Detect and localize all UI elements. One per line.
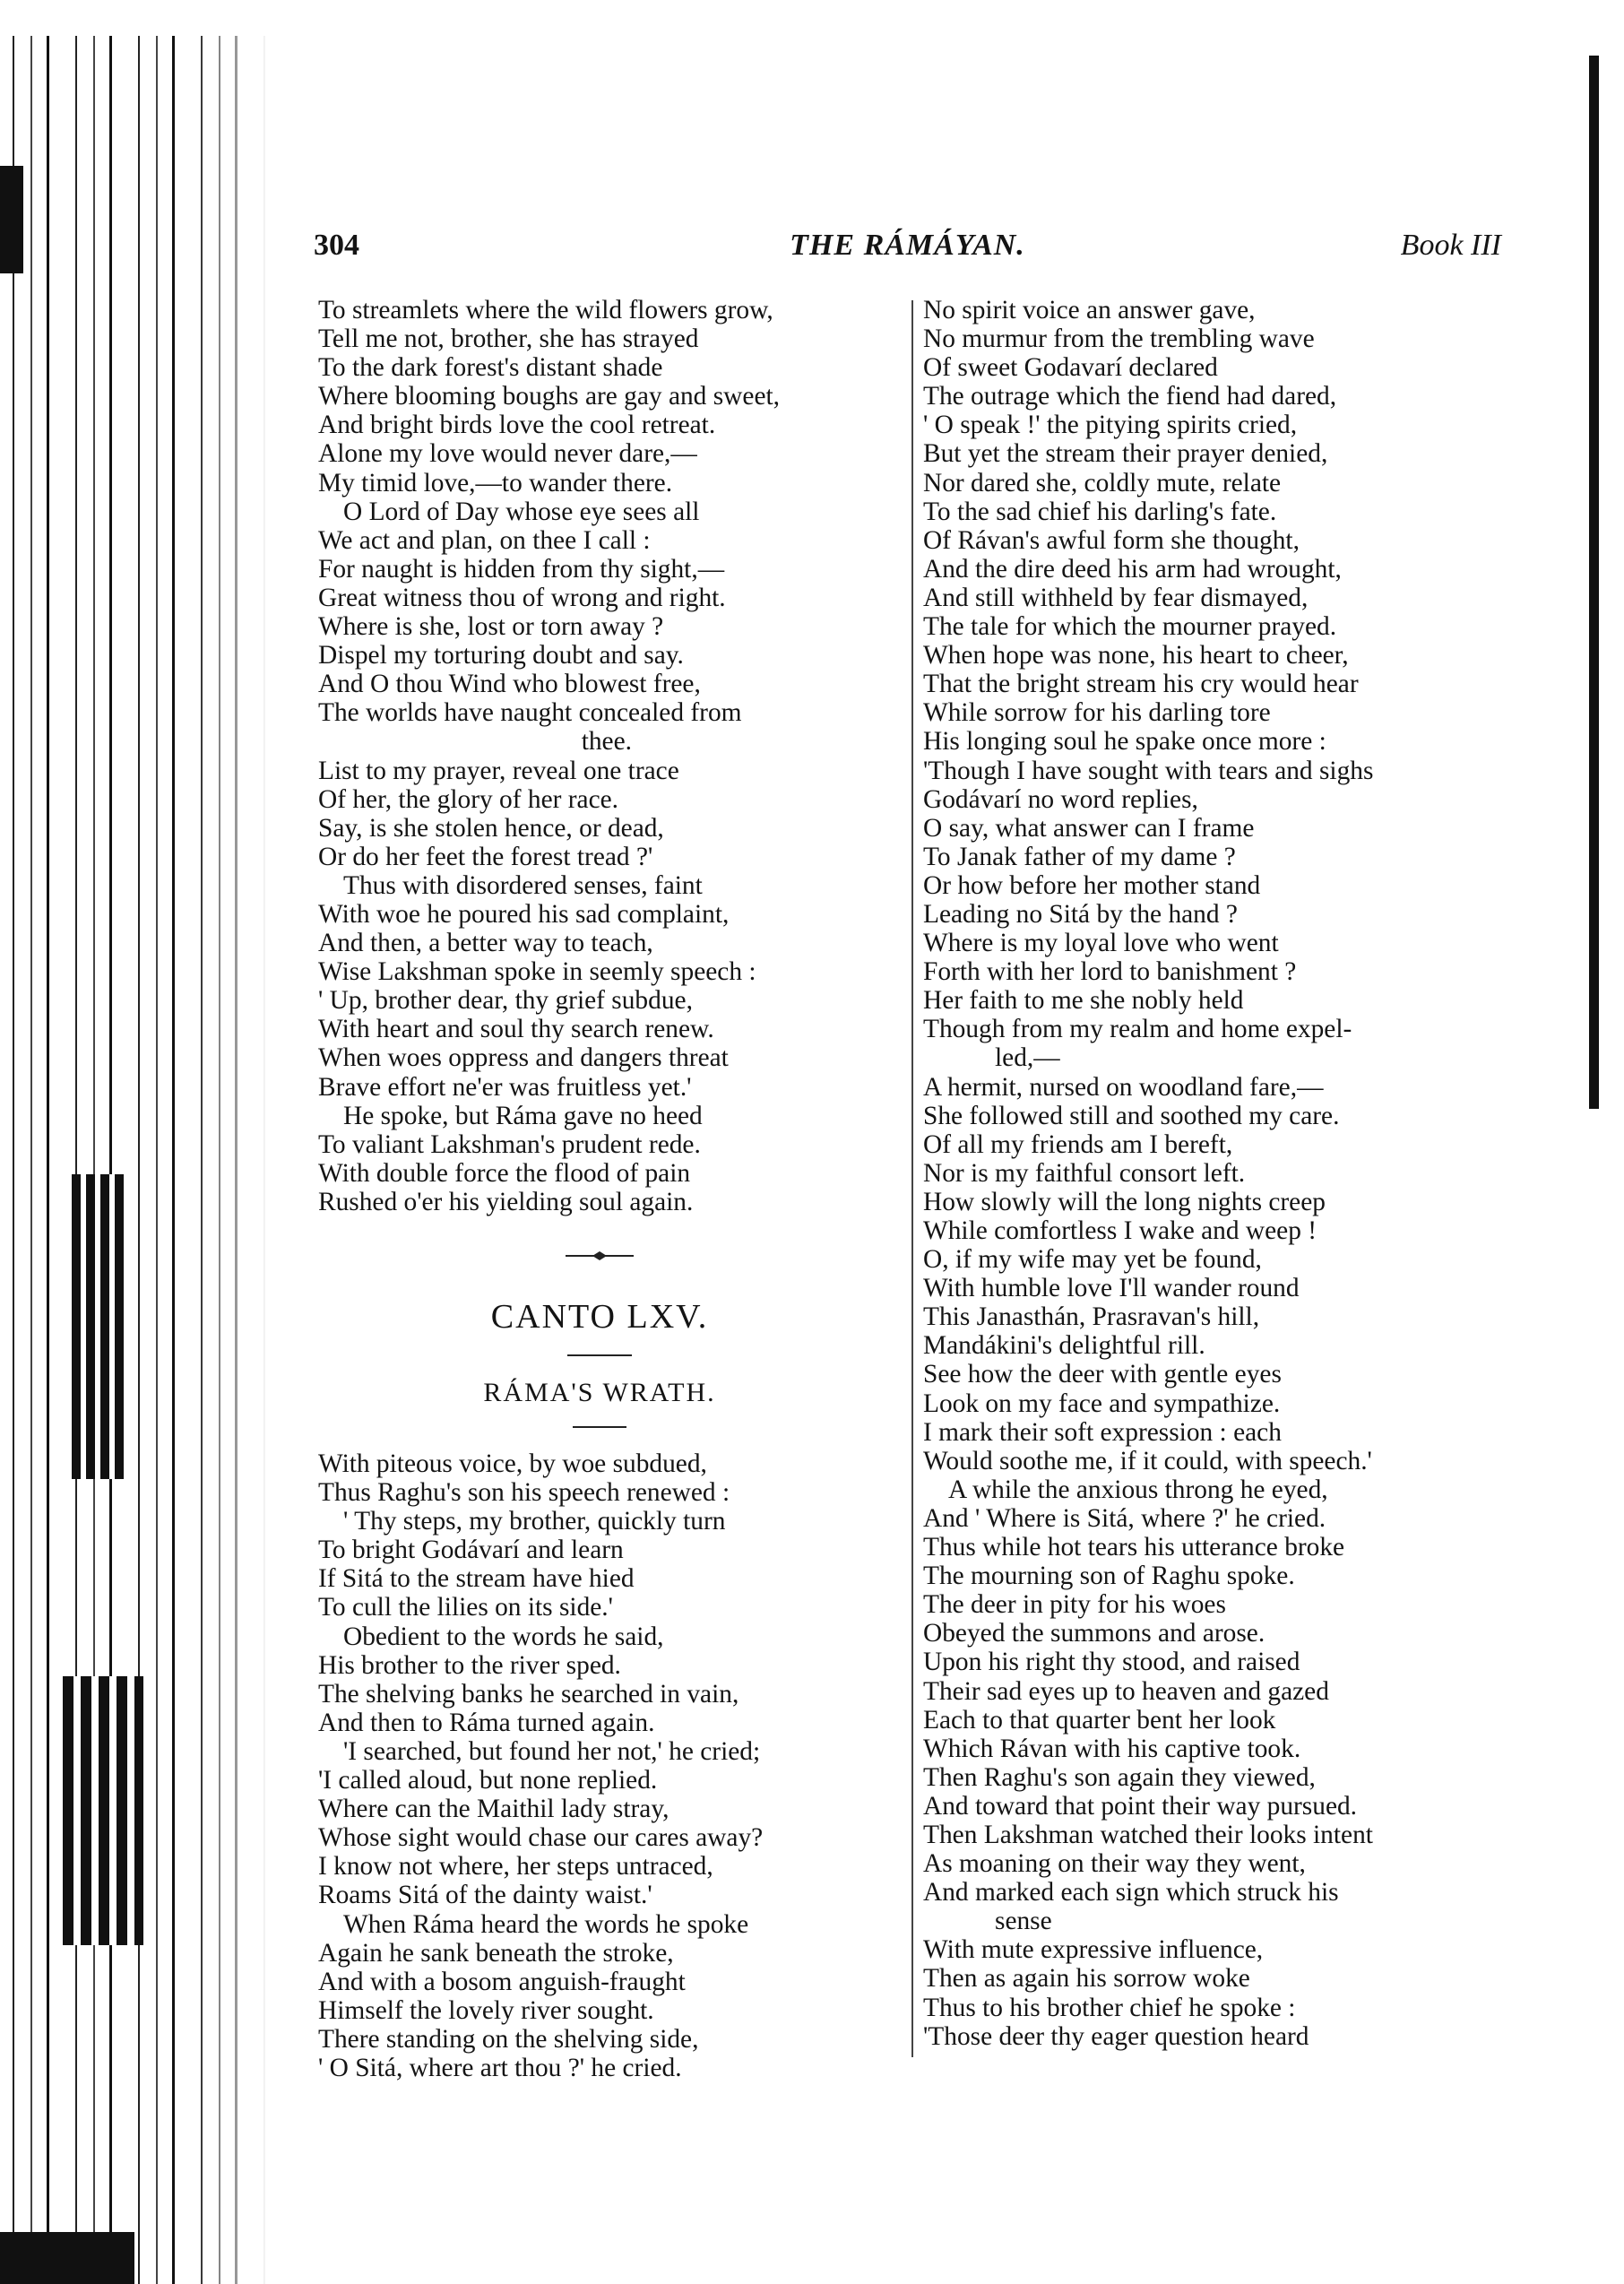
verse-line: Mandákini's delightful rill.	[923, 1331, 1205, 1361]
verse-line: With double force the flood of pain	[318, 1158, 691, 1188]
running-header	[314, 229, 1501, 273]
verse-line: The outrage which the fiend had dared,	[923, 382, 1337, 411]
verse-line: And toward that point their way pursued.	[923, 1791, 1358, 1821]
ornament-divider	[318, 1216, 901, 1295]
verse-line: To the sad chief his darling's fate.	[923, 497, 1277, 526]
verse-line: Then as again his sorrow woke	[923, 1964, 1250, 1994]
verse-line: O say, what answer can I frame	[923, 813, 1255, 843]
verse-line: And with a bosom anguish-fraught	[318, 1967, 686, 1996]
verse-line: Godávarí no word replies,	[923, 784, 1198, 814]
verse-line: And then, a better way to teach,	[318, 929, 653, 958]
verse-line: Wise Lakshman spoke in seemly speech :	[318, 957, 756, 987]
verse-line: Say, is she stolen hence, or dead,	[318, 813, 664, 843]
verse-line: Whose sight would chase our cares away?	[318, 1823, 764, 1853]
column-divider	[911, 300, 913, 2057]
subtitle-rule	[573, 1426, 626, 1428]
verse-line: That the bright stream his cry would hear	[923, 670, 1359, 699]
verse-line: Himself the lovely river sought.	[318, 1995, 654, 2025]
verse-line: Great witness thou of wrong and right.	[318, 583, 726, 612]
verse-line: Rushed o'er his yielding soul again.	[318, 1187, 694, 1216]
verse-line: No spirit voice an answer gave,	[923, 296, 1256, 324]
verse-line: Or how before her mother stand	[923, 870, 1261, 900]
verse-line: How slowly will the long nights creep	[923, 1187, 1326, 1216]
verse-line: Leading no Sitá by the hand ?	[923, 899, 1238, 929]
verse-line: 'Those deer thy eager question heard	[923, 2021, 1309, 2051]
verse-line: Of sweet Godavarí declared	[923, 353, 1218, 383]
verse-line: The worlds have naught concealed from	[318, 698, 742, 728]
verse-line: Then Raghu's son again they viewed,	[923, 1762, 1316, 1792]
verse-line: The deer in pity for his woes	[923, 1590, 1226, 1620]
page-edge-shadow	[1589, 56, 1599, 1109]
binding-shadow	[0, 2232, 134, 2284]
verse-line: Forth with her lord to banishment ?	[923, 957, 1297, 987]
verse-line: With mute expressive influence,	[923, 1935, 1264, 1965]
verse-line: Though from my realm and home expel-	[923, 1015, 1352, 1044]
verse-line: Her faith to me she nobly held	[923, 986, 1244, 1016]
title-rule	[567, 1354, 632, 1356]
binding-shadow	[63, 1676, 143, 1945]
verse-line: Which Rávan with his captive took.	[923, 1734, 1301, 1763]
verse-line: Of Rávan's awful form she thought,	[923, 525, 1300, 555]
verse-line: When woes oppress and dangers threat	[318, 1043, 729, 1073]
verse-line: With woe he poured his sad complaint,	[318, 899, 730, 929]
verse-line: Would soothe me, if it could, with speech.'	[923, 1446, 1372, 1475]
verse-line: With humble love I'll wander round	[923, 1274, 1300, 1303]
verse-line: Then Lakshman watched their looks intent	[923, 1820, 1373, 1849]
verse-line: Where is she, lost or torn away ?	[318, 612, 664, 642]
verse-line: No murmur from the trembling wave	[923, 324, 1315, 354]
verse-line: This Janasthán, Prasravan's hill,	[923, 1302, 1260, 1332]
verse-line: Of her, the glory of her race.	[318, 784, 619, 814]
verse-line: sense	[995, 1907, 1052, 1936]
verse-line: With piteous voice, by woe subdued,	[318, 1449, 707, 1478]
verse-line: ' O speak !' the pitying spirits cried,	[923, 411, 1298, 440]
page-number: 304	[314, 229, 359, 262]
verse-line: His longing soul he spake once more :	[923, 727, 1326, 757]
verse-line: Their sad eyes up to heaven and gazed	[923, 1676, 1329, 1706]
verse-line: And O thou Wind who blowest free,	[318, 670, 701, 699]
scanned-binding-edge	[0, 36, 269, 2284]
verse-line: 'I searched, but found her not,' he cried;	[343, 1736, 761, 1766]
verse-line: The tale for which the mourner prayed.	[923, 612, 1337, 642]
verse-line: Nor is my faithful consort left.	[923, 1158, 1246, 1188]
verse-line: And the dire deed his arm had wrought,	[923, 554, 1342, 584]
binding-shadow	[72, 1174, 125, 1479]
canto-title: CANTO LXV.	[490, 1298, 709, 1336]
verse-line: To bright Godávarí and learn	[318, 1536, 624, 1565]
verse-line: And then to Ráma turned again.	[318, 1708, 655, 1737]
verse-line: Obeyed the summons and arose.	[923, 1619, 1266, 1648]
verse-line: I mark their soft expression : each	[923, 1417, 1282, 1447]
verse-line: Obedient to the words he said,	[343, 1622, 664, 1651]
verse-line: 'Though I have sought with tears and sighs	[923, 756, 1374, 785]
verse-line: See how the deer with gentle eyes	[923, 1360, 1282, 1389]
verse-line: O Lord of Day whose eye sees all	[343, 497, 700, 526]
left-column	[318, 296, 901, 2082]
verse-line: A hermit, nursed on woodland fare,—	[923, 1072, 1324, 1102]
verse-line: She followed still and soothed my care.	[923, 1101, 1340, 1130]
verse-line: But yet the stream their prayer denied,	[923, 439, 1328, 469]
verse-line: ' Up, brother dear, thy grief subdue,	[318, 986, 693, 1016]
verse-line: Where is my loyal love who went	[923, 929, 1279, 958]
verse-line: And ' Where is Sitá, where ?' he cried.	[923, 1503, 1326, 1533]
verse-block	[318, 1449, 901, 2082]
verse-line: His brother to the river sped.	[318, 1650, 621, 1680]
verse-line: Each to that quarter bent her look	[923, 1705, 1276, 1735]
verse-line: thee.	[581, 727, 632, 757]
verse-line: If Sitá to the stream have hied	[318, 1564, 635, 1594]
verse-line: A while the anxious throng he eyed,	[948, 1475, 1328, 1504]
verse-line: Again he sank beneath the stroke,	[318, 1938, 674, 1968]
verse-line: And still withheld by fear dismayed,	[923, 583, 1309, 612]
verse-line: As moaning on their way they went,	[923, 1849, 1306, 1879]
running-title: THE RÁMÁYAN.	[790, 229, 1025, 262]
verse-line: Thus Raghu's son his speech renewed :	[318, 1478, 730, 1508]
verse-line: While sorrow for his darling tore	[923, 698, 1271, 728]
verse-block	[923, 296, 1515, 2051]
verse-line: Upon his right thy stood, and raised	[923, 1648, 1300, 1677]
verse-line: Nor dared she, coldly mute, relate	[923, 468, 1282, 497]
canto-subtitle: RÁMA'S WRATH.	[483, 1378, 716, 1407]
verse-line: My timid love,—to wander there.	[318, 468, 673, 497]
verse-line: List to my prayer, reveal one trace	[318, 756, 679, 785]
verse-line: led,—	[995, 1043, 1060, 1073]
verse-line: I know not where, her steps untraced,	[318, 1852, 713, 1882]
verse-line: Roams Sitá of the dainty waist.'	[318, 1881, 652, 1910]
verse-line: And marked each sign which struck his	[923, 1878, 1339, 1908]
verse-line: He spoke, but Ráma gave no heed	[343, 1101, 703, 1130]
diamond-rule-icon	[566, 1251, 634, 1260]
verse-line: Where blooming boughs are gay and sweet,	[318, 382, 780, 411]
verse-line: When hope was none, his heart to cheer,	[923, 641, 1349, 670]
verse-line: Where can the Maithil lady stray,	[318, 1795, 669, 1824]
verse-line: Look on my face and sympathize.	[923, 1389, 1281, 1418]
verse-line: 'I called aloud, but none replied.	[318, 1766, 658, 1795]
verse-line: When Ráma heard the words he spoke	[343, 1909, 749, 1939]
verse-line: The shelving banks he searched in vain,	[318, 1679, 739, 1709]
verse-line: Brave effort ne'er was fruitless yet.'	[318, 1072, 692, 1102]
verse-line: There standing on the shelving side,	[318, 2024, 699, 2054]
verse-line: Tell me not, brother, she has strayed	[318, 324, 699, 354]
right-column	[923, 296, 1515, 2051]
verse-line: For naught is hidden from thy sight,—	[318, 554, 725, 584]
verse-line: To Janak father of my dame ?	[923, 842, 1236, 871]
verse-line: And bright birds love the cool retreat.	[318, 411, 716, 440]
verse-line: With heart and soul thy search renew.	[318, 1015, 714, 1044]
verse-line: To the dark forest's distant shade	[318, 353, 663, 383]
verse-line: Of all my friends am I bereft,	[923, 1129, 1233, 1159]
verse-line: To streamlets where the wild flowers grow,	[318, 296, 773, 324]
verse-line: ' Thy steps, my brother, quickly turn	[343, 1507, 726, 1536]
binding-shadow	[0, 166, 23, 273]
verse-line: Alone my love would never dare,—	[318, 439, 697, 469]
verse-line: Thus to his brother chief he spoke :	[923, 1993, 1296, 2022]
verse-line: Thus with disordered senses, faint	[343, 870, 703, 900]
verse-line: ' O Sitá, where art thou ?' he cried.	[318, 2053, 682, 2082]
verse-line: O, if my wife may yet be found,	[923, 1245, 1262, 1275]
verse-block	[318, 296, 901, 1216]
verse-line: The mourning son of Raghu spoke.	[923, 1562, 1295, 1591]
verse-line: Dispel my torturing doubt and say.	[318, 641, 684, 670]
book-label: Book III	[1400, 229, 1501, 262]
verse-line: We act and plan, on thee I call :	[318, 525, 651, 555]
verse-line: Or do her feet the forest tread ?'	[318, 842, 653, 871]
verse-line: To valiant Lakshman's prudent rede.	[318, 1129, 701, 1159]
verse-line: Thus while hot tears his utterance broke	[923, 1533, 1345, 1562]
verse-line: To cull the lilies on its side.'	[318, 1593, 613, 1622]
verse-line: While comfortless I wake and weep !	[923, 1216, 1317, 1245]
